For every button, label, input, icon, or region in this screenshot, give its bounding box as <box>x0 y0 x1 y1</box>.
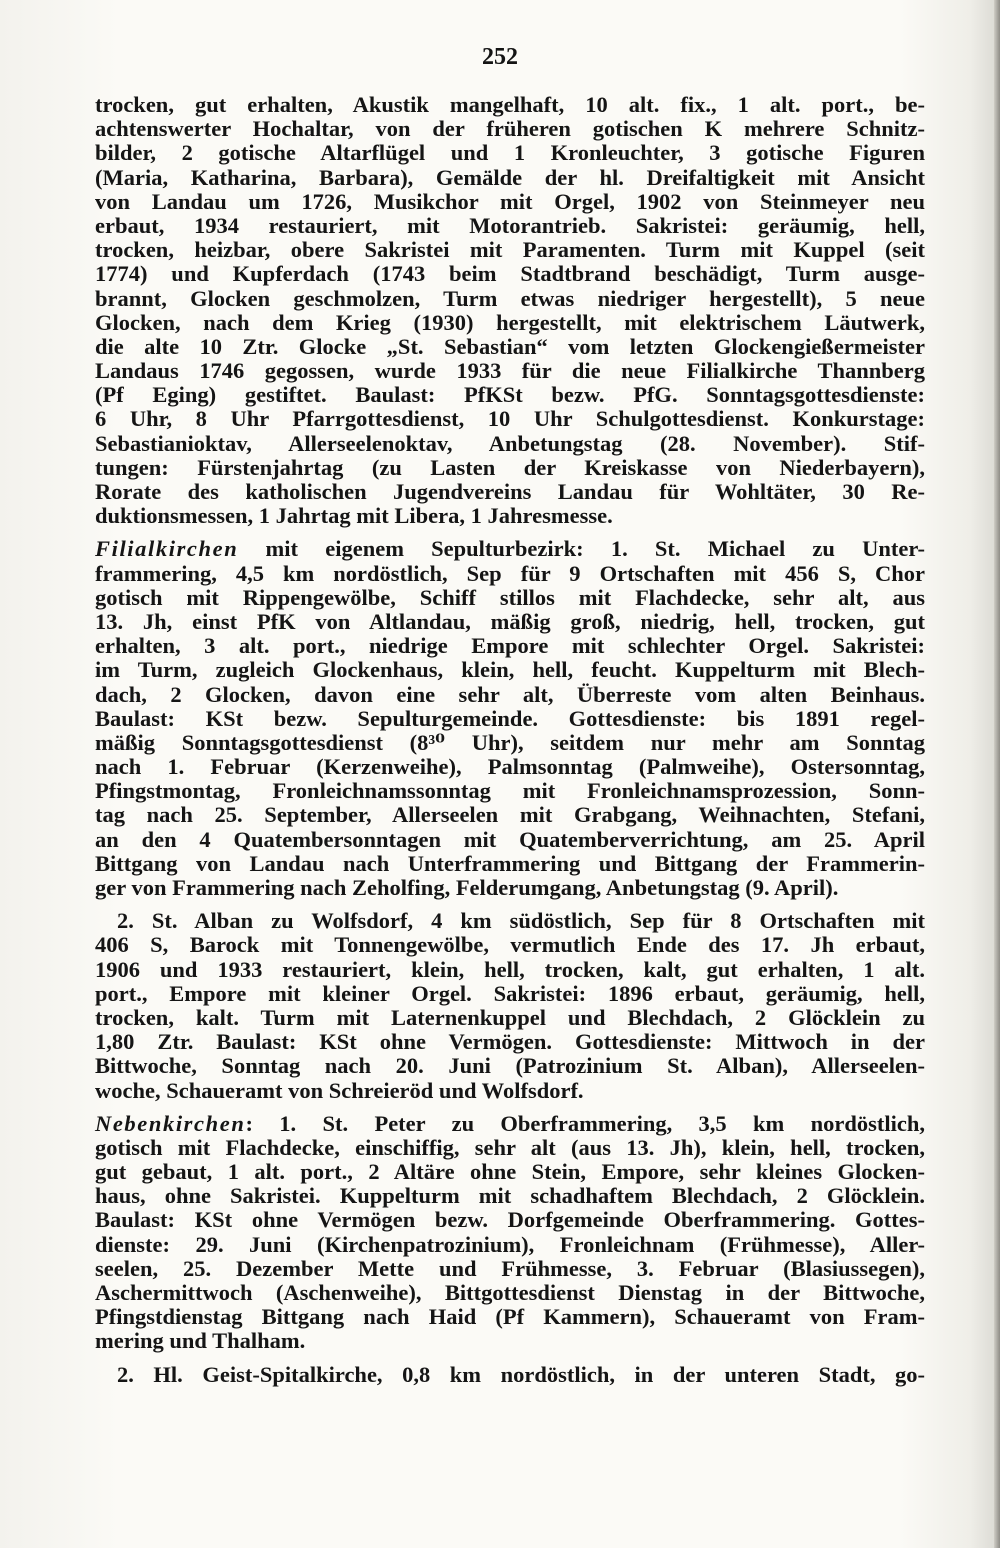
text-line: (Maria, Katharina, Barbara), Gemälde der hl. Dreifaltigkeit mit Ansicht <box>95 164 925 190</box>
paragraph <box>95 1363 925 1387</box>
text-line: haus, ohne Sakristei. Kuppelturm mit schadhaftem Blechdach, 2 Glöcklein. <box>95 1183 925 1209</box>
text-line: 1774) und Kupferdach (1743 beim Stadtbrand beschädigt, Turm ausge- <box>95 261 925 287</box>
text-line: bilder, 2 gotische Altarflügel und 1 Kronleuchter, 3 gotische Figuren <box>95 140 925 166</box>
text-line: mäßig Sonntagsgottesdienst (8³⁰ Uhr), seitdem nur mehr am Sonntag <box>95 729 925 755</box>
paragraph <box>95 93 925 528</box>
text-line: Bittwoche, Sonntag nach 20. Juni (Patrozinium St. Alban), Allerseelen- <box>95 1053 925 1079</box>
paragraph <box>95 1112 925 1354</box>
text-line: erbaut, 1934 restauriert, mit Motorantrieb. Sakristei: geräumig, hell, <box>95 212 925 238</box>
text-line: 1906 und 1933 restauriert, klein, hell, trocken, kalt, gut erhalten, 1 alt. <box>95 956 925 982</box>
text-line: erhalten, 3 alt. port., niedrige Empore mit schlechter Orgel. Sakristei: <box>95 633 925 659</box>
text-line: Pfingstdienstag Bittgang nach Haid (Pf Kammern), Schaueramt von Fram- <box>95 1304 925 1330</box>
text-line: trocken, kalt. Turm mit Laternenkuppel und Blechdach, 2 Glöcklein zu <box>95 1004 925 1030</box>
text-line: von Landau um 1726, Musikchor mit Orgel, 1902 von Steinmeyer neu <box>95 188 925 214</box>
text-line: (Pf Eging) gestiftet. Baulast: PfKSt bezw. PfG. Sonntagsgottesdienste: <box>95 382 925 408</box>
text-line: trocken, heizbar, obere Sakristei mit Paramenten. Turm mit Kuppel (seit <box>95 237 925 263</box>
text-line: gotisch mit Rippengewölbe, Schiff stillos mit Flachdecke, sehr alt, aus <box>95 584 925 610</box>
text-line: duktionsmessen, 1 Jahrtag mit Libera, 1 Jahresmesse. <box>95 503 613 529</box>
text-line: Glocken, nach dem Krieg (1930) hergestellt, mit elektrischem Läutwerk, <box>95 309 925 335</box>
text-line: 406 S, Barock mit Tonnengewölbe, vermutlich Ende des 17. Jh erbaut, <box>95 932 925 958</box>
text-line: woche, Schaueramt von Schreieröd und Wolfsdorf. <box>95 1077 584 1103</box>
text-line: gotisch mit Flachdecke, einschiffig, sehr alt (aus 13. Jh), klein, hell, trocken, <box>95 1134 925 1160</box>
text-line: 13. Jh, einst PfK von Altlandau, mäßig groß, niedrig, hell, trocken, gut <box>95 608 925 634</box>
text-line: 6 Uhr, 8 Uhr Pfarrgottesdienst, 10 Uhr Schulgottesdienst. Konkurstage: <box>95 406 925 432</box>
text-line: dienste: 29. Juni (Kirchenpatrozinium), Fronleichnam (Frühmesse), Aller- <box>95 1231 925 1257</box>
text-line: Sebastianioktav, Allerseelenoktav, Anbetungstag (28. November). Stif- <box>95 430 925 456</box>
text-line: Aschermittwoch (Aschenweihe), Bittgottesdienst Dienstag in der Bittwoche, <box>95 1280 925 1305</box>
text-line: Pfingstmontag, Fronleichnamssonntag mit Fronleichnamsprozession, Sonn- <box>95 778 925 804</box>
page-number: 252 <box>482 44 518 70</box>
text-line: dach, 2 Glocken, davon eine sehr alt, Überreste vom alten Beinhaus. <box>95 681 925 707</box>
text-line: Bittgang von Landau nach Unterframmering und Bittgang der Frammerin- <box>95 850 925 876</box>
text-line: nach 1. Februar (Kerzenweihe), Palmsonntag (Palmweihe), Ostersonntag, <box>95 754 925 780</box>
section-heading: Nebenkirchen <box>95 1110 246 1136</box>
text-line: seelen, 25. Dezember Mette und Frühmesse, 3. Februar (Blasiussegen), <box>95 1255 925 1281</box>
paragraph <box>95 537 925 900</box>
text-line: Baulast: KSt bezw. Sepulturgemeinde. Gottesdienste: bis 1891 regel- <box>95 705 925 731</box>
text-line: 1,80 Ztr. Baulast: KSt ohne Vermögen. Gottesdienste: Mittwoch in der <box>95 1029 925 1055</box>
paragraph <box>95 909 925 1103</box>
page-body-text <box>95 93 925 1387</box>
text-line: ger von Frammering nach Zeholfing, Felderumgang, Anbetungstag (9. April). <box>95 875 839 900</box>
page-edge-shadow <box>994 0 1000 1548</box>
text-line: frammering, 4,5 km nordöstlich, Sep für 9 Ortschaften mit 456 S, Chor <box>95 560 925 586</box>
text-line: Nebenkirchen: 1. St. Peter zu Oberframmering, 3,5 km nordöstlich, <box>95 1110 925 1136</box>
text-line: port., Empore mit kleiner Orgel. Sakristei: 1896 erbaut, geräumig, hell, <box>95 980 925 1006</box>
text-line: Baulast: KSt ohne Vermögen bezw. Dorfgemeinde Oberframmering. Gottes- <box>95 1207 925 1233</box>
text-line: brannt, Glocken geschmolzen, Turm etwas niedriger hergestellt), 5 neue <box>95 285 925 311</box>
text-line: tungen: Fürstenjahrtag (zu Lasten der Kreiskasse von Niederbayern), <box>95 454 925 480</box>
text-line: 2. St. Alban zu Wolfsdorf, 4 km südöstlich, Sep für 8 Ortschaften mit <box>117 908 925 934</box>
text-line: 2. Hl. Geist-Spitalkirche, 0,8 km nordöstlich, in der unteren Stadt, go- <box>117 1361 925 1387</box>
section-heading: Filialkirchen <box>95 536 239 562</box>
text-line: Rorate des katholischen Jugendvereins Landau für Wohltäter, 30 Re- <box>95 479 925 504</box>
text-line: mering und Thalham. <box>95 1328 306 1354</box>
text-line: Landaus 1746 gegossen, wurde 1933 für die neue Filialkirche Thannberg <box>95 358 925 384</box>
text-line: gut gebaut, 1 alt. port., 2 Altäre ohne Stein, Empore, sehr kleines Glocken- <box>95 1159 925 1185</box>
text-line: Filialkirchen mit eigenem Sepulturbezirk: 1. St. Michael zu Unter- <box>95 536 925 562</box>
text-line: trocken, gut erhalten, Akustik mangelhaft, 10 alt. fix., 1 alt. port., be- <box>95 92 925 117</box>
text-line: achtenswerter Hochaltar, von der früheren gotischen K mehrere Schnitz- <box>95 116 925 142</box>
text-line: tag nach 25. September, Allerseelen mit Grabgang, Weihnachten, Stefani, <box>95 802 925 828</box>
text-line: die alte 10 Ztr. Glocke „St. Sebastian“ vom letzten Glockengießermeister <box>95 333 925 359</box>
text-line: an den 4 Quatembersonntagen mit Quatemberverrichtung, am 25. April <box>95 826 925 852</box>
text-line: im Turm, zugleich Glockenhaus, klein, hell, feucht. Kuppelturm mit Blech- <box>95 657 925 683</box>
